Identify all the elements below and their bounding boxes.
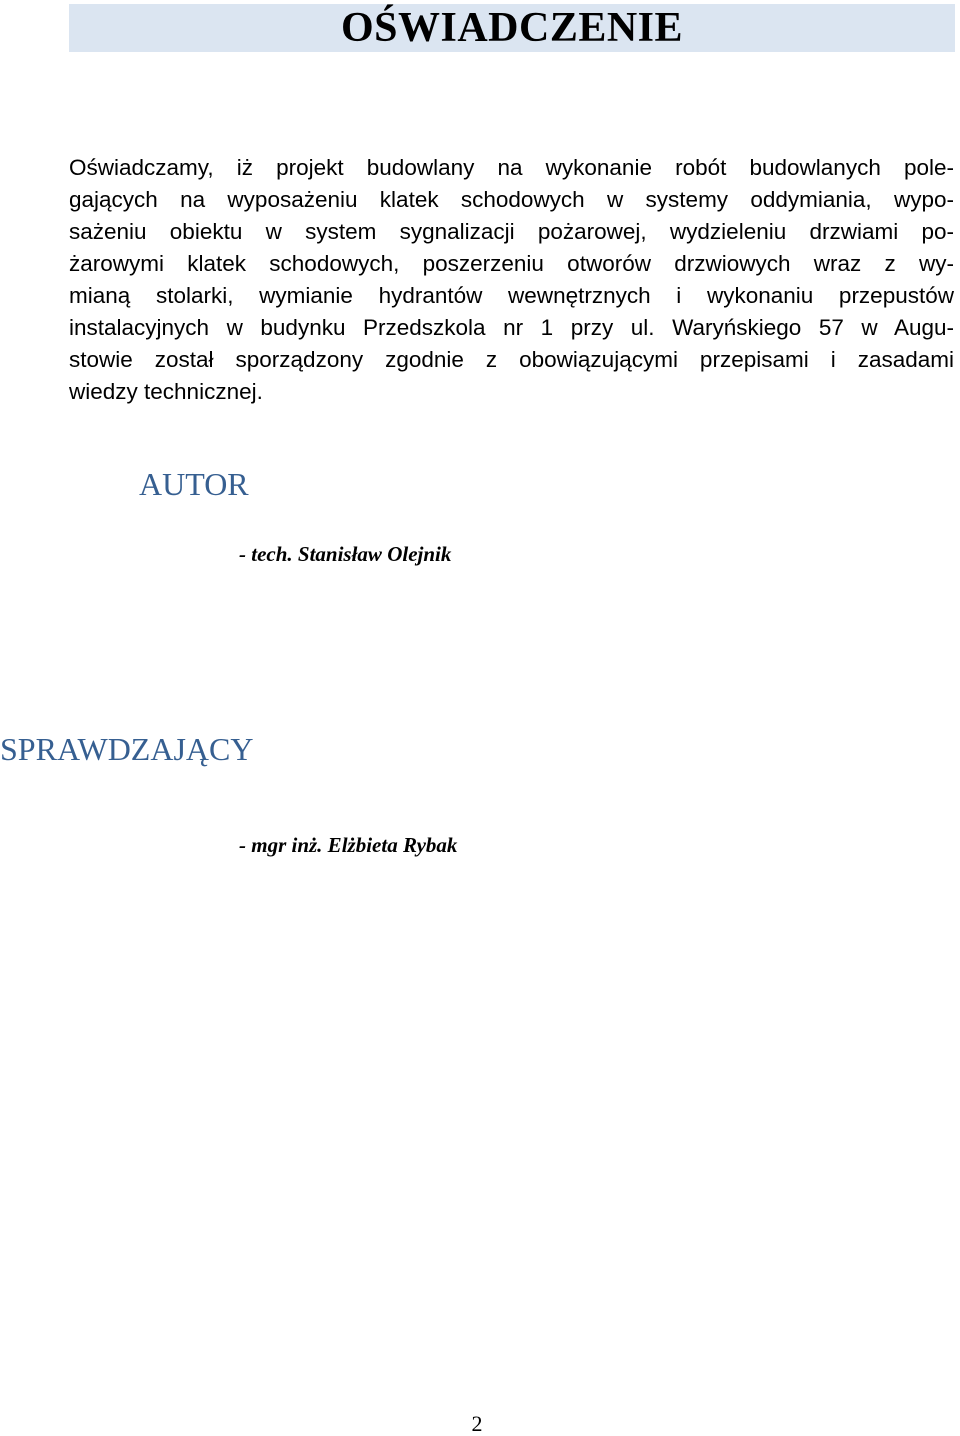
- paragraph-line: gających na wyposażeniu klatek schodowych w systemy oddymiania, wypo-: [69, 187, 954, 212]
- paragraph-line: wiedzy technicznej.: [69, 379, 263, 404]
- checker-heading: SPRAWDZAJĄCY: [0, 731, 254, 767]
- paragraph-line: mianą stolarki, wymianie hydrantów wewnętrznych i wykonaniu przepustów: [69, 283, 954, 308]
- document-title: OŚWIADCZENIE: [340, 5, 684, 51]
- author-name: - tech. Stanisław Olejnik: [239, 542, 452, 566]
- page-number: 2: [471, 1411, 483, 1436]
- paragraph-line: żarowymi klatek schodowych, poszerzeniu otworów drzwiowych wraz z wy-: [69, 251, 954, 276]
- checker-name: - mgr inż. Elżbieta Rybak: [239, 833, 458, 857]
- paragraph-line: Oświadczamy, iż projekt budowlany na wykonanie robót budowlanych pole-: [69, 155, 954, 180]
- declaration-paragraph: [69, 152, 954, 408]
- paragraph-line: instalacyjnych w budynku Przedszkola nr 1 przy ul. Waryńskiego 57 w Augu-: [69, 315, 954, 340]
- title-banner: [69, 4, 955, 52]
- author-heading: AUTOR: [139, 466, 249, 502]
- paragraph-line: stowie został sporządzony zgodnie z obowiązującymi przepisami i zasadami: [69, 347, 954, 372]
- paragraph-line: sażeniu obiektu w system sygnalizacji pożarowej, wydzieleniu drzwiami po-: [69, 219, 954, 244]
